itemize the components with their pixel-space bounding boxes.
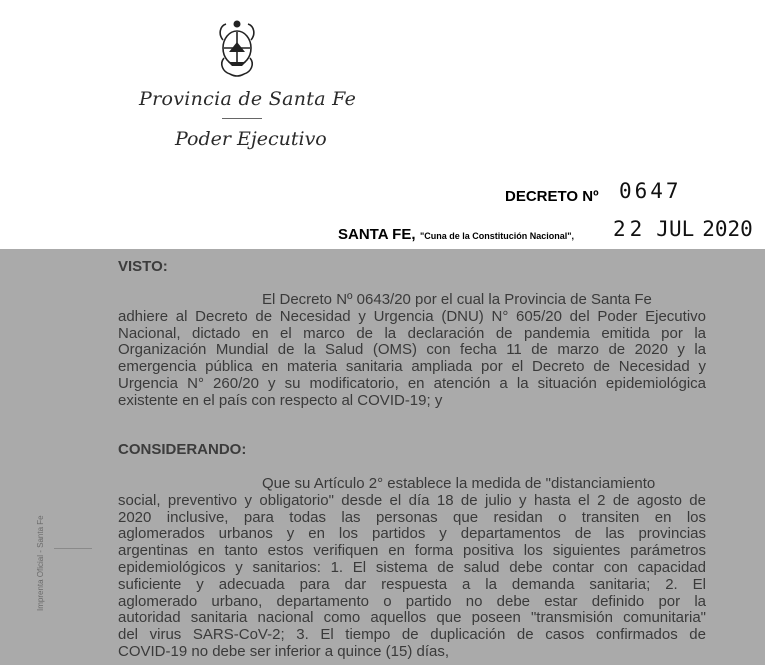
visto-heading: VISTO:: [118, 258, 168, 275]
considerando-line: del virus SARS-CoV-2; 3. El tiempo de duplicación de casos confirmados de: [118, 626, 706, 644]
considerando-line: COVID-19 no debe ser inferior a quince (15) días,: [118, 642, 450, 660]
date-month: JUL: [656, 217, 695, 241]
considerando-heading: CONSIDERANDO:: [118, 441, 247, 458]
visto-line: adhiere al Decreto de Necesidad y Urgencia (DNU) N° 605/20 del Poder Ejecutivo: [118, 307, 706, 325]
date-day: 22: [613, 217, 647, 241]
visto-line: Nacional, dictado en el marco de la declaración de pandemia emitida por la: [118, 324, 706, 342]
place-line: [338, 226, 574, 244]
visto-line: Organización Mundial de la Salud (OMS) con fecha 11 de marzo de 2020 y la: [118, 341, 706, 359]
considerando-line: autoridad sanitaria nacional como aquellos que poseen "transmisión comunitaria": [118, 609, 706, 627]
considerando-line: Que su Artículo 2° establece la medida de "distanciamiento: [262, 475, 656, 492]
city-motto: "Cuna de la Constitución Nacional",: [419, 231, 575, 241]
visto-line: emergencia pública en materia sanitaria ampliada por el Decreto de Necesidad y: [118, 358, 706, 376]
considerando-line: argentinas en tanto estos verifiquen en forma positiva los siguientes parámetros: [118, 542, 706, 560]
considerando-line: 2020 inclusive, para todas las personas que residan o transiten en los: [118, 508, 706, 526]
decree-number: 0647: [619, 179, 682, 203]
considerando-line: aglomerado urbano, departamento o partido no debe estar definido por la: [118, 592, 706, 610]
considerando-line: aglomerados urbanos y en los partidos y departamentos de las provincias: [118, 525, 706, 543]
date-year: 2020: [702, 217, 753, 241]
visto-line: existente en el país con respecto al COVID-19; y: [118, 391, 443, 409]
executive-title: Poder Ejecutivo: [175, 128, 327, 150]
date-stamp: [613, 217, 753, 241]
considerando-paragraph: [118, 476, 706, 661]
margin-note: Imprenta Oficial - Santa Fe: [36, 515, 45, 611]
coat-of-arms-icon: [214, 18, 260, 80]
considerando-line: suficiente y adecuada para dar respuesta a la demanda sanitaria; 2. El: [118, 575, 706, 593]
considerando-line: social, preventivo y obligatorio" desde el día 18 de julio y hasta el 2 de agosto de: [118, 491, 706, 509]
considerando-line: epidemiológicos y sanitarios: 1. El sistema de salud debe contar con capacidad: [118, 558, 706, 576]
margin-mark: [54, 548, 92, 549]
visto-line: El Decreto Nº 0643/20 por el cual la Provincia de Santa Fe: [262, 291, 652, 308]
visto-paragraph: [118, 292, 706, 410]
visto-line: Urgencia N° 260/20 y su modificatorio, en atención a la situación epidemiológica: [118, 374, 706, 392]
header-divider: [222, 118, 262, 119]
city-name: SANTA FE,: [338, 226, 416, 243]
decree-label: DECRETO Nº: [505, 188, 599, 205]
province-title: Provincia de Santa Fe: [139, 88, 357, 110]
